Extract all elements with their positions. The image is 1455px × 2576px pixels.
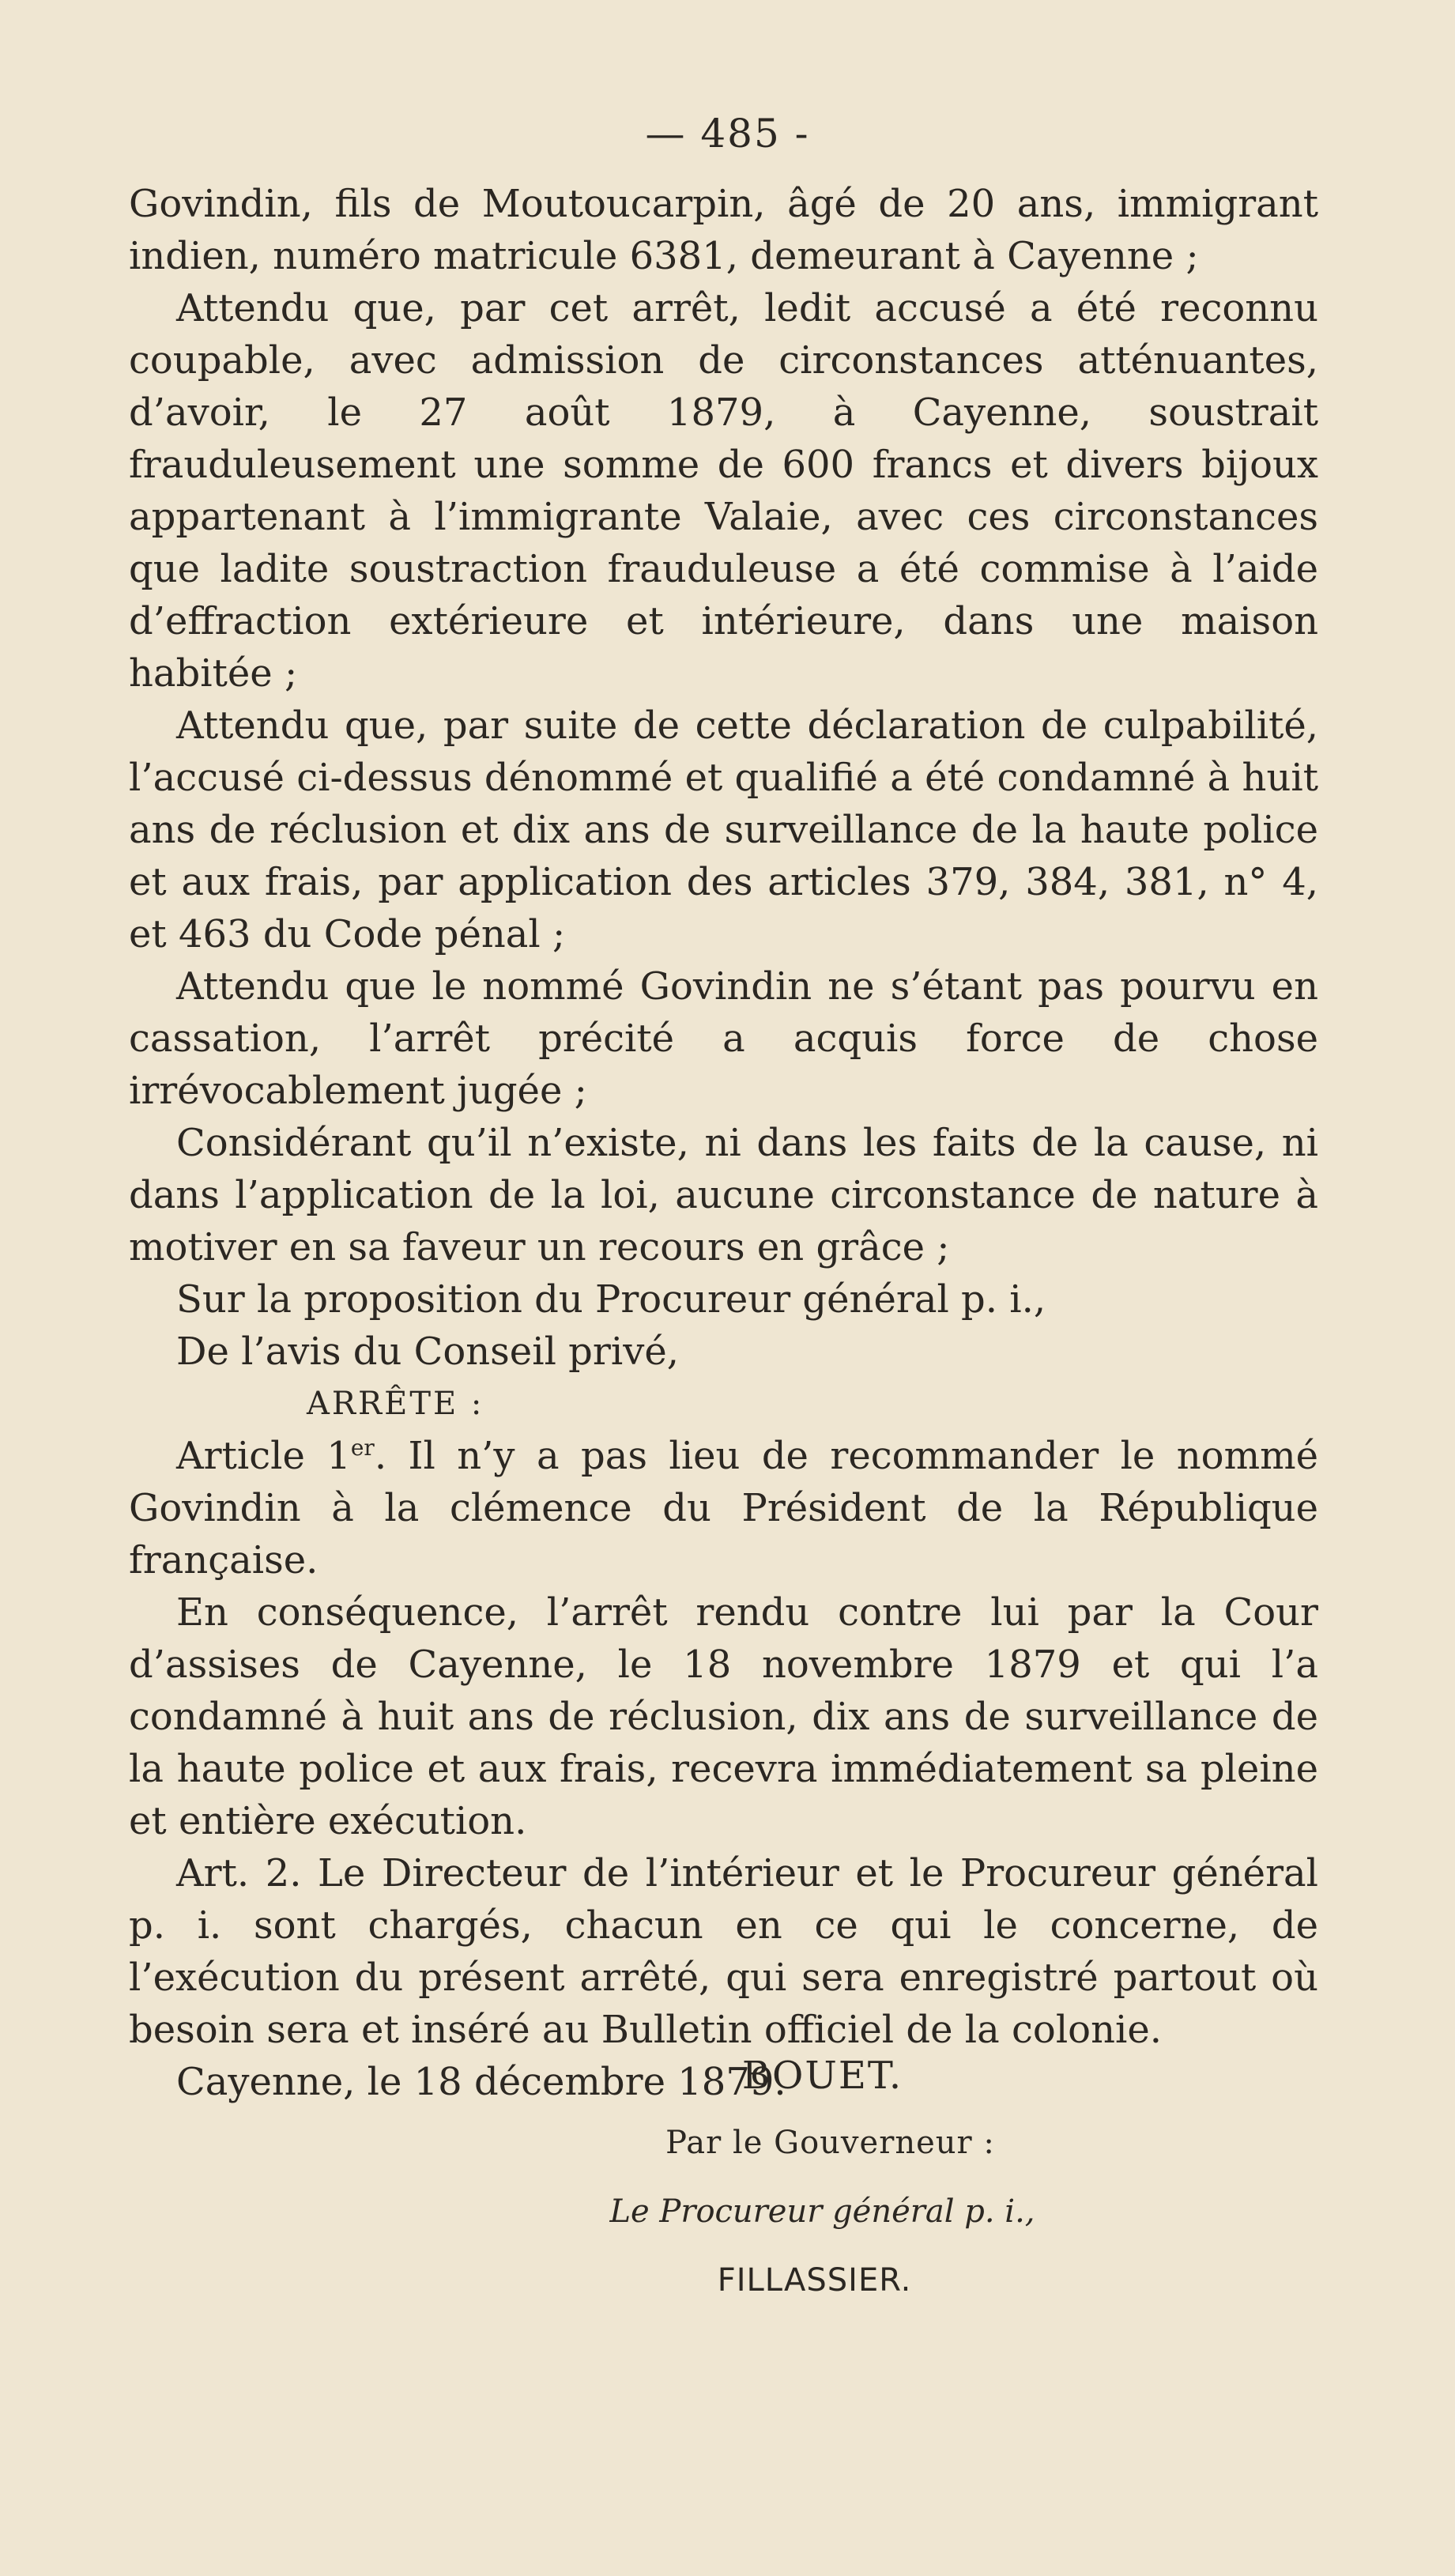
paragraph-proposition: Sur la proposition du Procureur général p. i., bbox=[176, 1277, 1046, 1322]
paragraph-avis: De l’avis du Conseil privé, bbox=[176, 1329, 679, 1374]
paragraph-attendu-cassation: Attendu que le nommé Govindin ne s’étant pas pourvu en cassation, l’arrêt précité a acquis force de chose irrévocablement jugée ; bbox=[129, 964, 1318, 1113]
decree-body bbox=[129, 178, 1318, 2108]
paragraph-attendu-culpability: Attendu que, par cet arrêt, ledit accusé a été reconnu coupable, avec admission de circonstances atténuantes, d’avoir, le 27 août 1879, à Cayenne, soustrait frauduleusement une somme de 600 francs et divers bijoux appartenant à l’immigrante Valaie, avec ces circonstances que ladite soustraction frauduleuse a été commise à l’aide d’effraction extérieure et intérieure, dans une maison habitée ; bbox=[129, 286, 1318, 696]
arrete-heading: ARRÊTE : bbox=[307, 1386, 484, 1422]
date-line: Cayenne, le 18 décembre 1879. bbox=[176, 2060, 786, 2104]
paragraph-consequence: En conséquence, l’arrêt rendu contre lui par la Cour d’assises de Cayenne, le 18 novembre 1879 et qui l’a condamné à huit ans de réclusion, dix ans de surveillance de la haute police et aux frais, recevra immédiatement sa pleine et entière exécution. bbox=[129, 1590, 1318, 1843]
signature-par-le-gouverneur: Par le Gouverneur : bbox=[665, 2125, 995, 2161]
signature-governor: BOUET. bbox=[741, 2054, 903, 2098]
article-2: Art. 2. Le Directeur de l’intérieur et le Procureur général p. i. sont chargés, chacun en ce qui le concerne, de l’exécution du présent arrêté, qui sera enregistré partout où besoin sera et inséré au Bulletin officiel de la colonie. bbox=[129, 1851, 1318, 2052]
signature-procureur-title: Le Procureur général p. i., bbox=[609, 2193, 1035, 2230]
article-1-label: Article 1 bbox=[176, 1434, 351, 1478]
paragraph-attendu-condemnation: Attendu que, par suite de cette déclaration de culpabilité, l’accusé ci-dessus dénommé et qualifié a été condamné à huit ans de réclusion et dix ans de surveillance de la haute police et aux frais, par application des articles 379, 384, 381, n° 4, et 463 du Code pénal ; bbox=[129, 703, 1318, 956]
paragraph-accused: Govindin, fils de Moutoucarpin, âgé de 20 ans, immigrant indien, numéro matricule 6381, demeurant à Cayenne ; bbox=[129, 182, 1318, 278]
article-1-superscript: er bbox=[350, 1435, 375, 1461]
signature-procureur-name: FILLASSIER. bbox=[717, 2262, 912, 2299]
paragraph-considerant: Considérant qu’il n’existe, ni dans les faits de la cause, ni dans l’application de la loi, aucune circonstance de nature à motiver en sa faveur un recours en grâce ; bbox=[129, 1121, 1318, 1269]
page-number: — 485 - bbox=[645, 111, 810, 157]
article-1 bbox=[129, 1430, 1318, 1586]
article-1-text: . Il n’y a pas lieu de recommander le nommé Govindin à la clémence du Président de la République française. bbox=[129, 1434, 1319, 1582]
